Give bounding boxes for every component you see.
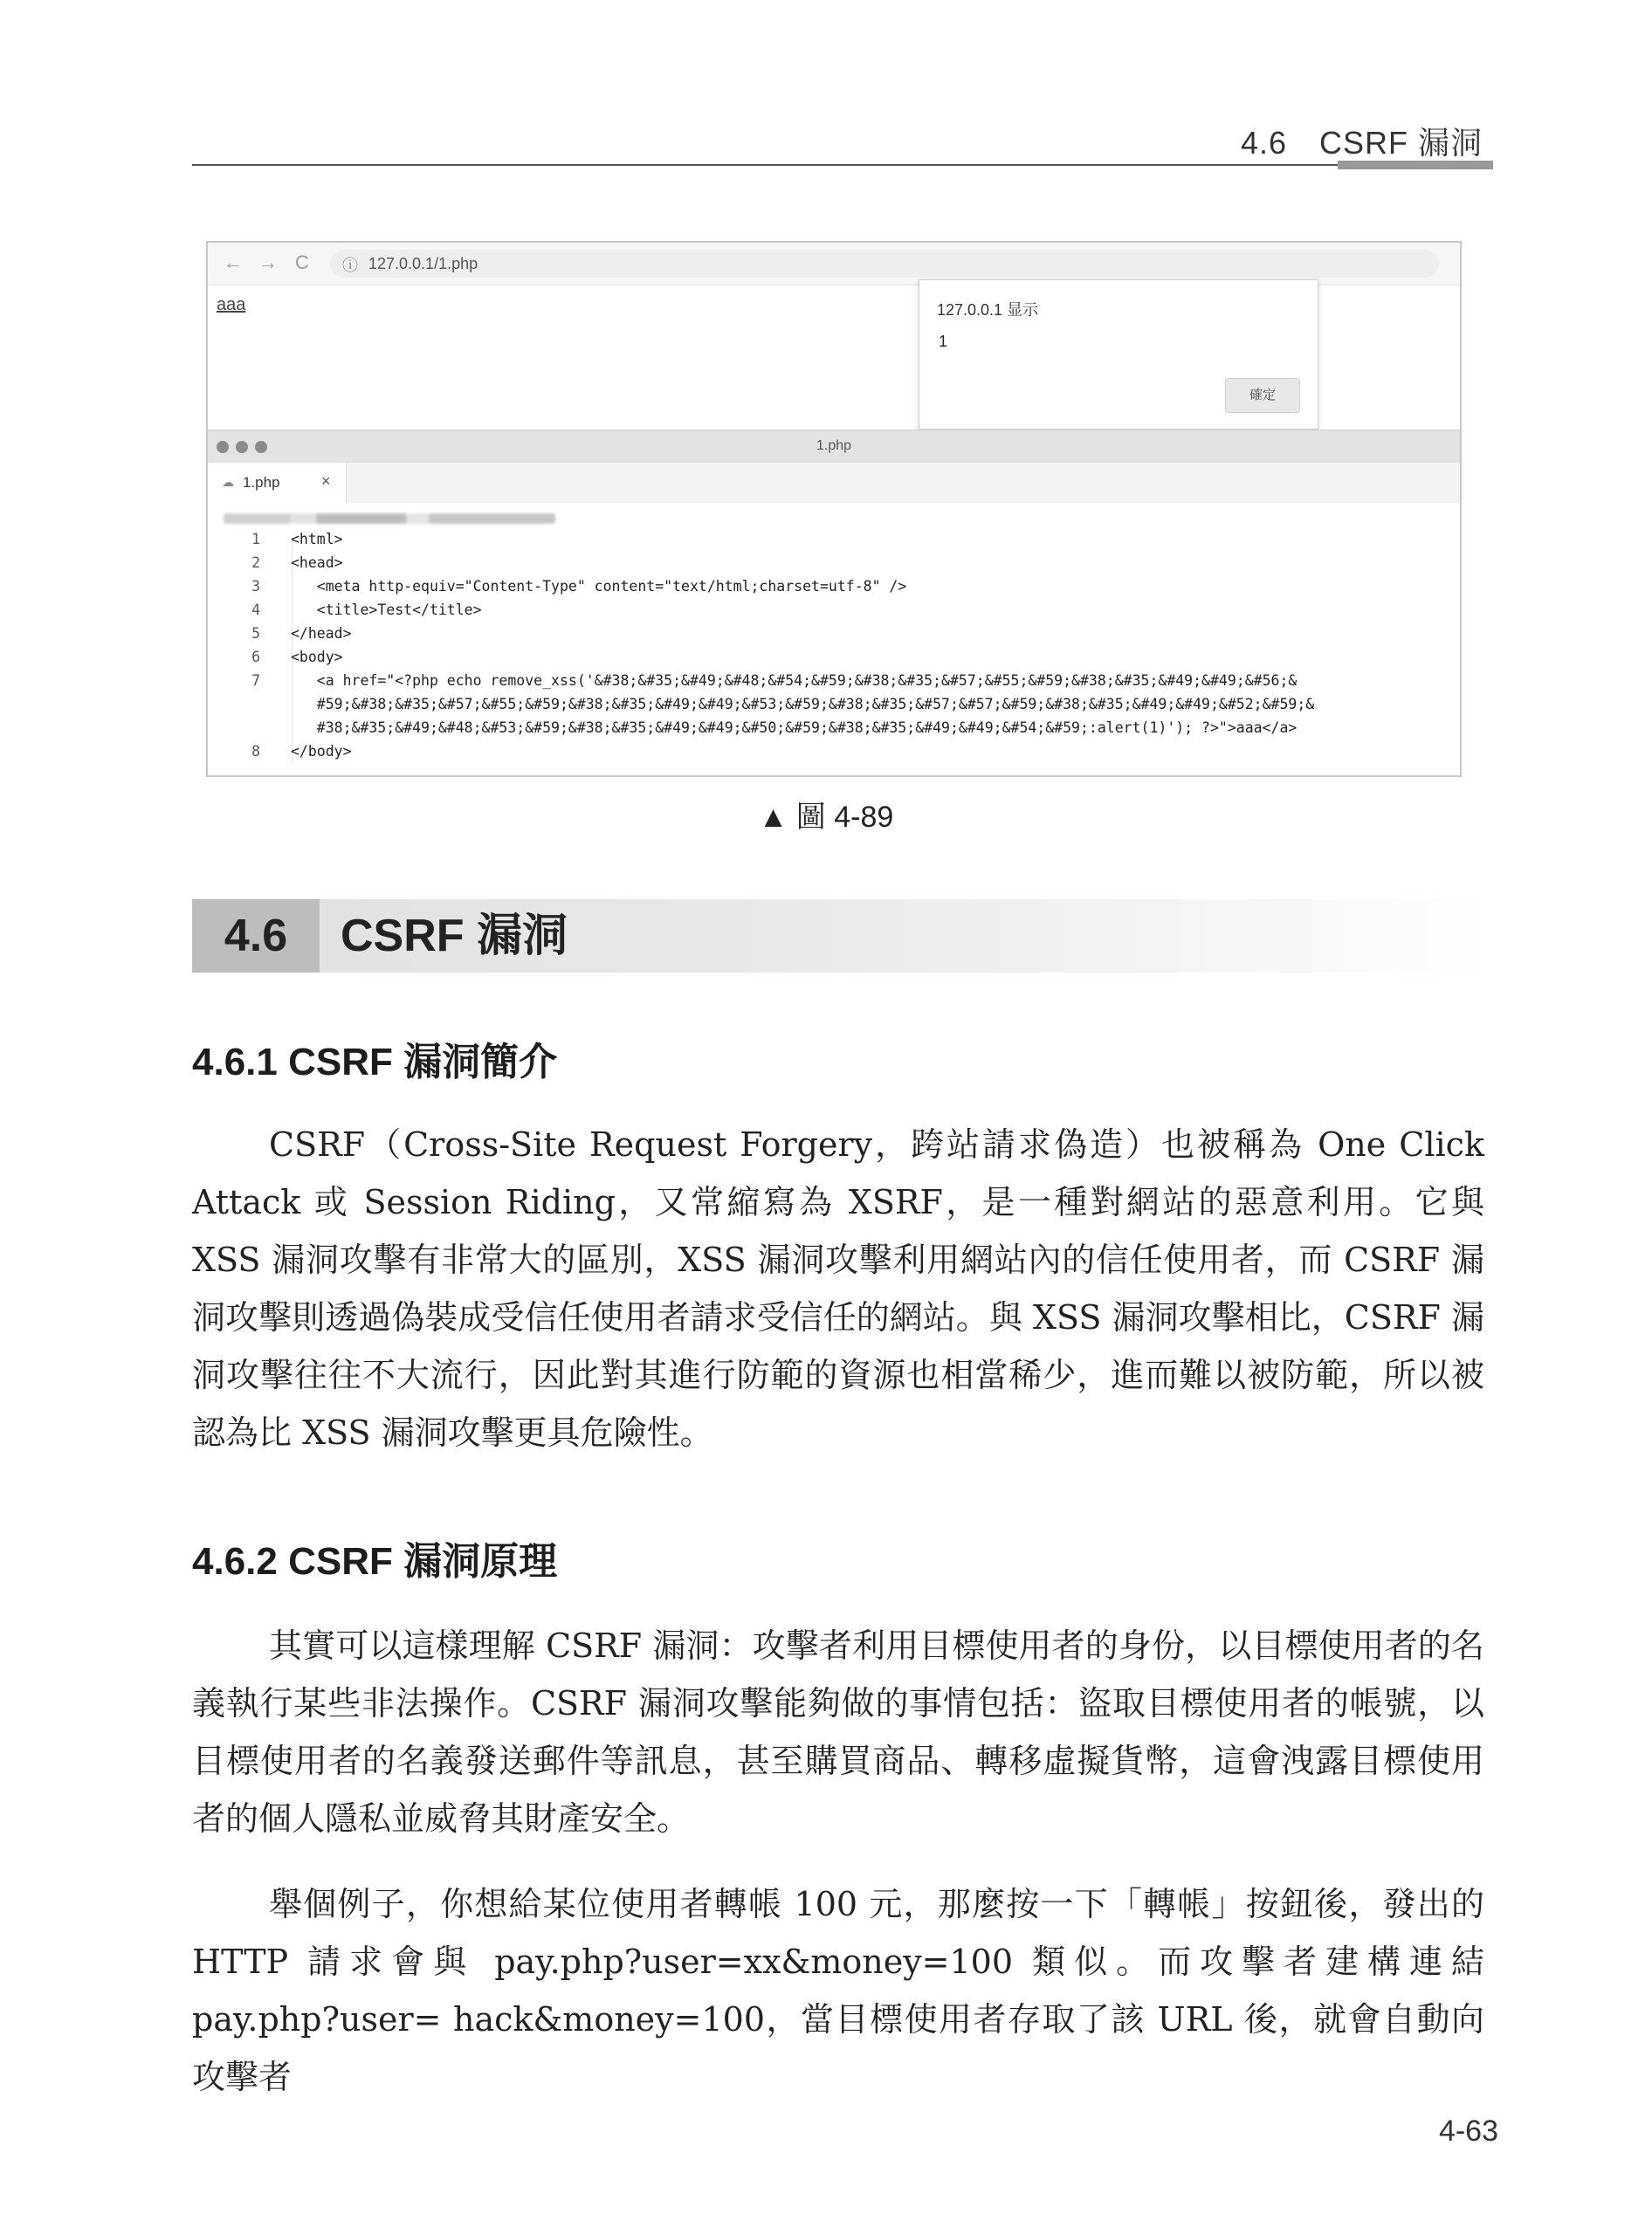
code-text: </head> — [291, 625, 352, 642]
header-rule-accent — [1338, 161, 1493, 169]
page-number: 4-63 — [1438, 2115, 1498, 2148]
code-line — [208, 602, 1460, 625]
line-number: 2 — [251, 554, 260, 571]
line-number: 4 — [251, 602, 260, 618]
code-text: <head> — [291, 554, 343, 571]
alert-ok-button[interactable]: 確定 — [1225, 378, 1300, 413]
blurred-breadcrumb — [224, 513, 555, 524]
code-text: #38;&#35;&#49;&#48;&#53;&#59;&#38;&#35;&#49;&#49;&#50;&#59;&#38;&#35;&#49;&#49;&#54;&#59;:alert(1)'); ?>">aaa</a> — [291, 719, 1298, 736]
subsection-heading-2: 4.6.2 CSRF 漏洞原理 — [192, 1540, 558, 1583]
editor-titlebar — [208, 430, 1460, 464]
code-line — [208, 578, 1460, 602]
line-number: 5 — [251, 625, 260, 642]
code-text: <html> — [291, 531, 343, 547]
alert-title: 127.0.0.1 显示 — [937, 301, 1039, 319]
editor-tab[interactable] — [208, 463, 347, 503]
code-text: <title>Test</title> — [291, 602, 482, 618]
paragraph-principle: 其實可以這樣理解 CSRF 漏洞：攻擊者利用目標使用者的身份，以目標使用者的名義執行某些非法操作。CSRF 漏洞攻擊能夠做的事情包括：盜取目標使用者的帳號，以目標使用者的名義發送郵件等訊息，甚至購買商品、轉移虛擬貨幣，這會洩露目標使用者的個人隱私並威脅其財產安全。 — [192, 1626, 1484, 1838]
section-number: 4.6 — [192, 899, 320, 973]
editor-window-title: 1.php — [816, 438, 852, 453]
code-text: <body> — [291, 649, 343, 665]
forward-arrow-icon[interactable]: → — [258, 251, 278, 273]
alert-dialog — [919, 279, 1318, 430]
code-line — [208, 743, 1460, 767]
info-icon: ⓘ — [342, 257, 358, 274]
aaa-link[interactable]: aaa — [217, 295, 246, 314]
code-line — [208, 696, 1460, 719]
header-rule — [192, 164, 1489, 166]
figure-caption: ▲ 圖 4-89 — [758, 801, 894, 834]
address-bar[interactable] — [330, 250, 1439, 278]
figure-screenshot — [206, 241, 1462, 777]
line-number: 1 — [251, 531, 260, 547]
subsection-heading-1: 4.6.1 CSRF 漏洞簡介 — [192, 1041, 558, 1083]
tab-label: 1.php — [243, 474, 280, 491]
alert-message: 1 — [939, 333, 948, 350]
editor-tab-strip — [208, 463, 1460, 503]
code-line — [208, 531, 1460, 554]
code-line — [208, 649, 1460, 672]
back-arrow-icon[interactable]: ← — [224, 251, 243, 273]
code-line — [208, 672, 1460, 696]
code-text: #59;&#38;&#35;&#57;&#55;&#59;&#38;&#35;&#49;&#49;&#53;&#59;&#38;&#35;&#57;&#57;&#59;&#38;&#35;&#49;&#49;&#52;&#59;& — [291, 696, 1315, 712]
line-number: 6 — [251, 649, 260, 665]
code-text: </body> — [291, 743, 352, 760]
code-line — [208, 554, 1460, 578]
code-text: <meta http-equiv="Content-Type" content="text/html;charset=utf-8" /> — [291, 578, 907, 595]
paragraph-intro: CSRF（Cross-Site Request Forgery，跨站請求偽造）也被稱為 One Click Attack 或 Session Riding，又常縮寫為 XSRF，是一種對網站的惡意利用。它與 XSS 漏洞攻擊有非常大的區別，XSS 漏洞攻擊利用網站內的信任使用者，而 CSRF 漏洞攻擊則透過偽裝成受信任使用者請求受信任的網站。與 XSS 漏洞攻擊相比，CSRF 漏洞攻擊往往不大流行，因此對其進行防範的資源也相當稀少，進而難以被防範，所以被認為比 XSS 漏洞攻擊更具危險性。 — [192, 1125, 1484, 1452]
url-text: 127.0.0.1/1.php — [368, 255, 478, 272]
tab-close-icon[interactable]: × — [321, 472, 331, 490]
reload-icon[interactable]: C — [295, 251, 309, 273]
section-title: CSRF 漏洞 — [341, 911, 568, 961]
paragraph-example: 舉個例子，你想給某位使用者轉帳 100 元，那麼按一下「轉帳」按鈕後，發出的 HTTP 請求會與 pay.php?user=xx&money=100 類似。而攻擊者建構連結 pay.php?user= hack&money=100，當目標使用者存取了該 URL 後，就會自動向攻擊者 — [192, 1885, 1484, 2096]
code-line — [208, 625, 1460, 649]
line-number: 8 — [251, 743, 260, 760]
section-banner — [192, 899, 1493, 973]
code-text: <a href="<?php echo remove_xss('&#38;&#35;&#49;&#48;&#54;&#59;&#38;&#35;&#57;&#55;&#59;&#38;&#35;&#49;&#49;&#56;& — [291, 672, 1298, 689]
running-header: 4.6 CSRF 漏洞 — [1240, 125, 1483, 161]
code-line — [208, 719, 1460, 743]
line-number: 3 — [251, 578, 260, 595]
php-file-icon: ☁ — [222, 475, 234, 489]
line-number: 7 — [251, 672, 260, 689]
